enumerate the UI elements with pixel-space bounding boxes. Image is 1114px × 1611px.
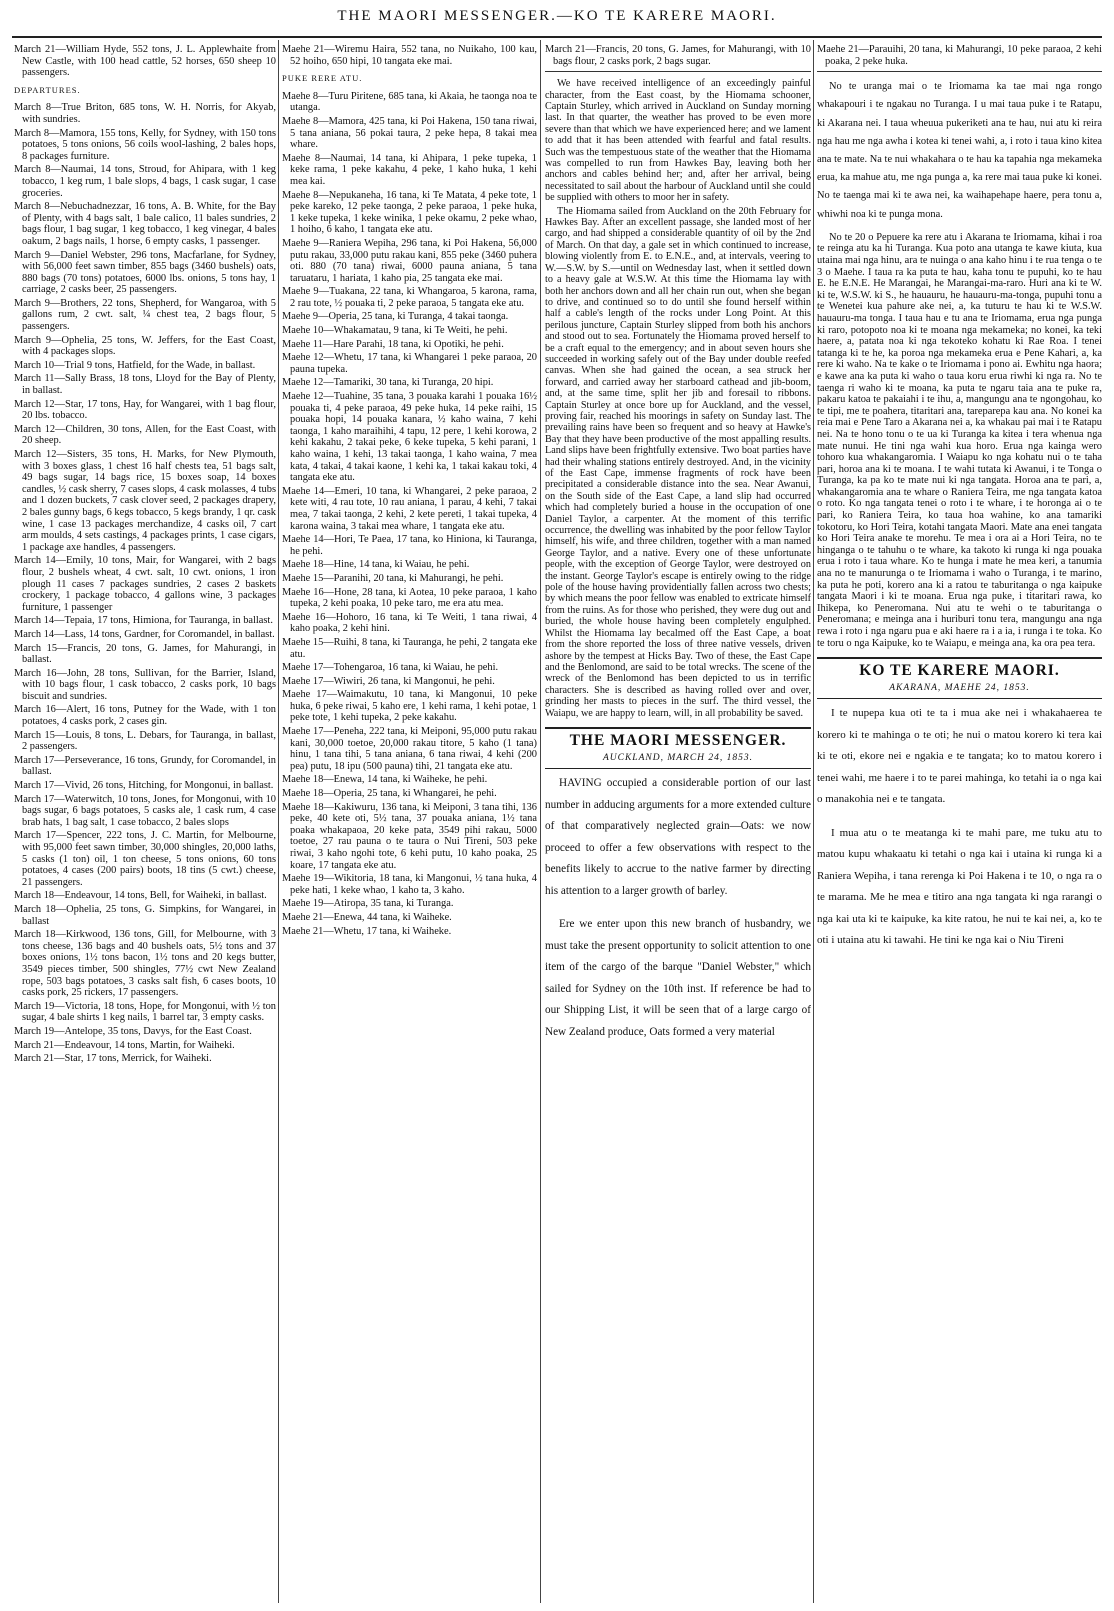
shipping-entry: March 18—Ophelia, 25 tons, G. Simpkins, for Wangarei, in ballast [14, 903, 276, 927]
shipping-entry: Maehe 8—Nepukaneha, 16 tana, ki Te Matata, 4 peke tote, 1 peke kareko, 12 peke taonga, 2 peke paraoa, 1 peke huka, 1 keke tupeka, 1 keke winika, 1 peke okamu, 2 peke whao, 1 hoiho, 6 kaho, 1 tangata eke atu. [282, 189, 537, 236]
column-english-shipping [14, 44, 276, 1603]
shipping-entry: March 8—True Briton, 685 tons, W. H. Norris, for Akyab, with sundries. [14, 102, 276, 125]
shipping-entry: Maehe 17—Waimakutu, 10 tana, ki Mangonui, 10 peke huka, 6 peke riwai, 5 kaho ere, 1 kehi rama, 1 kehi potae, 1 peke tote, 1 kehi tupeka, 2 peke kakahu. [282, 689, 537, 724]
editorial-title: KO TE KARERE MAORI. [859, 662, 1060, 680]
column-divider [278, 40, 279, 1603]
shipping-entry: March 19—Victoria, 18 tons, Hope, for Mongonui, with ½ ton sugar, 4 bale shirts 1 keg nails, 1 barrel tar, 3 empty casks. [14, 1000, 276, 1024]
shipping-entry: Maehe 12—Whetu, 17 tana, ki Whangarei 1 peke paraoa, 20 pauna tupeka. [282, 352, 537, 375]
editorial-date: AKARANA, MAEHE 24, 1853. [889, 682, 1030, 693]
shipping-entry: Maehe 11—Hare Parahi, 18 tana, ki Opotiki, he pehi. [282, 338, 504, 350]
shipping-entry: March 12—Children, 30 tons, Allen, for the East Coast, with 20 sheep. [14, 423, 276, 447]
shipping-entry: Maehe 17—Peneha, 222 tana, ki Meiponi, 95,000 putu rakau kani, 30,000 toetoe, 20,000 rakau titore, 5 kaho (1 tana) hinu, 1 tana tihi, 5 tana aniana, 6 tana riwai, 4 kehi (200 pea) putu, 18 ipu (500 pauna) tihi, 21 tangata eke atu. [282, 726, 537, 772]
shipping-entry: March 17—Perseverance, 16 tons, Grundy, for Coromandel, in ballast. [14, 754, 276, 778]
news-paragraph: No te 20 o Pepuere ka rere atu i Akarana te Iriomama, kihai i roa te reinga atu ka hi Turanga. Kua poto ana utanga te kawe kiuta, kua utaina mai nga hinu, ara te nuinga o ana kaho hinu i te rua tenga o te 3 o Maehe. I taua ra ka puta te hau, kaha tonu te pupuhi, ko te hau E. he E.N.E. He Marangai, he Marangai-ma-raro. Huri ana ki te W. ki te, W.S.W. ki S., he hauauru, he hauauru-ma-tonga, pupuhi tonu a te Wenetei kua pahure ake nei, a, ka tuturu te hau ki te W.S.W. hauauru-ma tonga. I taua hau e tu ana te Iriomama, erua nga punga ki raro, potopoto noa ki te moana nga mekameka; no konei, ka teki haere, a, patata noa ki nga tekoteko kohatu ki Rae Roa. I tenei tatanga ki te he, ka poroa nga mekameka erua e Pene Kahari, a, ka rere ki waho. Na te kake o te Iriomama i pono ai. Ewhitu nga haora; e kawe ana ka puta ki waho o taua koru erua riwhi ki nga ra. No te taenga ri waho ki te moana, ka puta te ngaru taia ana te puke ra, pakaru katoa te pakaiahi i te ihu, a, mangungu ana te ngongohau, ko te tipi, me te poahera, titaritari ana, tareparepa kau ana. No konei ka reia mai e Pene Taro a Akarana nei a, ka whakau pai mai i te Ratapu nei. Na te hono tonu o te ua ki Turanga ka kitea i tera whenua nga mate nunui. He tini nga wahi kua horo. Erua nga kainga wero tohoro kua whakangaromia. I Waiapu ko nga kohatu nui o te taha pari, horoa ana ki te moana. I te wahi tutata ki Awanui, i te Tonga o Turanga, ka pa ko te mate nui ki nga tangata. Horoa ana te pari, a, whakangaromia ana te whare o Raniera Teira, me nga tangata katoa o roto. Ko nga tangata tenei o roto i te whare, i te horonga ai o te pari, ko Raniera Teira, ko taua hoa wahine, ko ana tamariki tokotoru, ko Hori Teira, kotahi tangata Maori. Mate ana enei tangata ko Hori Teira anake te morehu. Te mea i ora ai a Hori Teira, no te hinganga o te tahuhu o te whare, ka takoto ki runga ki nga pouaka erua i roto i taua whare. Ko te hunga i mate he mea keri, a tanumia ana no te manurunga o te Iriomama i waho o Turanga, i te marino, ka puta he poti, korero ana ki a ratou te taburitanga o nga kaipuke tangata Maori i ki te moana. Erua nga puke, i titaritari rawa, ko Ihikepa, ko Peneromana. Nui atu te wehi o te taburitanga o Peneromana; e meinga ana i huriburi tonu tera, mangungu ana nga rewa i roto i nga ngaru pua e aki haere ra i a ia, i runga i te toka. Ko te toru o nga Kaipuke, ko te Waiapu, e meinga ana, ka ora pea tera. [817, 231, 1102, 649]
shipping-entry: Maehe 12—Tuahine, 35 tana, 3 pouaka karahi 1 pouaka 16½ pouaka ti, 4 peke paraoa, 49 peke huka, 14 peke raihi, 15 pouaka hopi, 14 pouaka kanara, ½ kaho waina, 7 kehi taonga, 1 kaho maraihihi, 4 tapu, 12 pere, 1 kehi korowa, 2 kehi kakahu, 2 takai peke, 6 keke tupeka, 5 kehi parani, 1 kaho waina, 1 kehi, 13 takai taonga, 1 kaho waina, 7 mea kata, 4 takai, 4 takai kaone, 1 kehi ka, 1 takai kakau toki, 4 tangata eke atu. [282, 391, 537, 484]
shipping-entry: Maehe 18—Hine, 14 tana, ki Waiau, he pehi. [282, 559, 470, 571]
editorial-date: AUCKLAND, MARCH 24, 1853. [602, 752, 754, 763]
editorial-body [817, 703, 1102, 952]
column-divider [813, 40, 814, 1603]
shipping-entry: Maehe 16—Hone, 28 tana, ki Aotea, 10 peke paraoa, 1 kaho tupeka, 2 kehi poaka, 10 peke taro, me era atu mea. [282, 586, 537, 610]
masthead: THE MAORI MESSENGER.—KO TE KARERE MAORI. [337, 8, 777, 24]
shipping-entry: March 17—Waterwitch, 10 tons, Jones, for Mongonui, with 10 bags sugar, 6 bags potatoes, 5 casks ale, 1 cask rum, 4 case brab hats, 1 bag salt, 1 case tobacco, 2 bales slops [14, 793, 276, 828]
shipping-entry: Maehe 18—Kakiwuru, 136 tana, ki Meiponi, 3 tana tihi, 136 peke, 40 kete oti, 5½ tana, 37 pouaka aniana, 1½ tana poaka whakapaoa, 20 keke pata, 3549 pihi rakau, 5000 toetoe, 27 rau pauna o te taura o Nui Tireni, 503 peke riwai, 3 kaho ngohi tote, 6 kehi putu, 10 kaho poaka, 25 koare, 17 tangata eke atu. [282, 801, 537, 871]
column-maori-shipping [282, 44, 537, 1603]
shipping-entry: March 8—Naumai, 14 tons, Stroud, for Ahipara, with 1 keg tobacco, 1 keg rum, 1 bale slops, 4 bags, 1 cask sugar, 1 case groceries. [14, 164, 276, 199]
news-paragraph: No te uranga mai o te Iriomama ka tae mai nga rongo whakapouri i te ngakau no Turanga. I u mai taua puke i te Ratapu, ki Akarana nei. I taua wheuua pukeriketi ana te hau, nui atu ki reira nga hau me nga awha i kotea ki tenei wahi, a, i roto i taua kino kitea ana te mate. Na te nui whakahara o te hau ka tapahia nga mekameka erua, ka mahue atu, me nga punga a, ka rere mai taua puke ki konei. No te taenga mai ki te awa nei, ka waihapehape haere, pera tonu a, whiwhi noa ki te punga mona. [817, 81, 1102, 220]
editorial-paragraph: Ere we enter upon this new branch of husbandry, we must take the present opportunity to solicit attention to one item of the cargo of the barque "Daniel Webster," which sailed for Sydney on the 10th inst. If reference be had to our Shipping List, it will be seen that of a large cargo of New Zealand produce, Oats formed a very material [545, 918, 811, 1038]
shipping-entry: Maehe 19—Atiropa, 35 tana, ki Turanga. [282, 898, 454, 910]
shipping-entry: March 21—Star, 17 tons, Merrick, for Waiheki. [14, 1053, 212, 1065]
editorial-paragraph: HAVING occupied a considerable portion of our last number in adducing arguments for a more extended culture of that comparatively neglected grain—Oats: we now proceed to offer a few observations with respect to the benefits likely to accrue to the native farmer by directing his attention to a larger growth of barley. [545, 777, 811, 897]
shipping-entry: March 17—Vivid, 26 tons, Hitching, for Mongonui, in ballast. [14, 780, 274, 792]
news-paragraph: The Hiomama sailed from Auckland on the 20th February for Hawkes Bay. After an excellent passage, she landed most of her cargo, and had shipped a considerable quantity of oil by the 2nd of March. On that day, a gale set in which continued to increase, blowing violently from E. to E.N.E., and, at intervals, veering to W.—S.W. by S.—until on Wednesday last, when it settled down to a heavy gale at W.S.W. At this time the Hiomama lay with both her anchors down and all her chain run out, when she began to drive, and continued so to do until she found herself within half a cable's length of the rocks under Long Point. At this perilous juncture, Captain Sturley slipped from both his anchors and stood out to sea. Fortunately the Hiomama proved herself to be a craft equal to the emergency; and in about seven hours she succeeded in working safely out of the Bay under double reefed canvas. When she had gained the ocean, a sea struck her forward, and carried away her starboard cathead and jib-boom, and, at the same time, split her jib and foresail to ribbons. Captain Sturley at once bore up for Auckland, and the vessel, proving fair, reached his moorings in safety on Sunday last. The prevailing rains have been so frequent and so heavy at Hawke's Bay that they have been productive of the most appalling results. Land slips have been frightfully extensive. Two boat parties have had their whaling stations entirely destroyed. And, in the vicinity of the East Cape, immense fragments of rock have been precipitated a considerable distance into the sea. Near Awanui, on the South side of the East Cape, a land slip had occurred which had completely buried a house in the occupation of one Daniel Taylor, a carpenter. At the moment of this terrific occurrence, the dwelling was inhabited by the poor fellow Taylor himself, his wife, and three children, together with a man named George Taylor, and a native. Every one of these unfortunate people, with the exception of George Taylor, were destroyed on the instant. George Taylor's escape is entirely owing to the ridge pole of the house having providentially fallen across two chests; by which means the poor fellow was enabled to extricate himself from the ruins. As for those who perished, they were dug out and buried, the whole house having been completely engulphed. Whilst the Hiomama lay becalmed off the East Cape, a boat from the shore reported the loss of three native vessels, driven ashore by the tempest at Hicks Bay. Two of these, the East Cape and the Benlomond, are said to be total wrecks. The scene of the wreck of the Benlomond has been depicted to us in terrific characters. She is described as having rolled over and over, grinding her masts to pieces in the surf. The third vessel, the Waiapu, we are happy to learn, will, in all probability be saved. [545, 205, 811, 719]
shipping-entry: Maehe 8—Naumai, 14 tana, ki Ahipara, 1 peke tupeka, 1 keke rama, 1 peke kakahu, 4 peke, 1 kaho huka, 1 kehi mea kai. [282, 152, 537, 187]
column-divider [540, 40, 541, 1603]
shipping-entry: Maehe 21—Whetu, 17 tana, ki Waiheke. [282, 925, 452, 937]
departures-list [282, 91, 537, 937]
shipping-entry: March 21—Francis, 20 tons, G. James, for Mahurangi, with 10 bags flour, 2 casks pork, 2 bags sugar. [545, 44, 811, 67]
shipping-entry: Maehe 9—Operia, 25 tana, ki Turanga, 4 takai taonga. [282, 311, 509, 323]
shipping-entry: March 18—Endeavour, 14 tons, Bell, for Waiheki, in ballast. [14, 890, 267, 902]
shipping-entry: March 17—Spencer, 222 tons, J. C. Martin, for Melbourne, with 95,000 feet sawn timber, 30,000 shingles, 20,000 laths, 5 casks (1 ton) oil, 1 ton cheese, 5 tons onions, 60 tons potatoes, 4 cases (200 pairs) boots, 18 tins (5 cwt.) cheese, 21 passengers. [14, 830, 276, 888]
shipping-entry: Maehe 14—Emeri, 10 tana, ki Whangarei, 2 peke paraoa, 2 kete witi, 4 rau tote, 10 rau aniana, 1 parau, 4 kehi, 7 takai mea, 7 takai taonga, 2 kehi, 2 kete pereti, 1 takai tupeka, 4 karona waina, 3 takai mea whare, 1 tangata eke atu. [282, 485, 537, 532]
shipping-entry: March 12—Sisters, 35 tons, H. Marks, for New Plymouth, with 3 boxes glass, 1 chest 16 half chests tea, 51 bags salt, 49 bags sugar, 14 bags rice, 15 boxes soap, 14 boxes candles, ½ cask sherry, 7 cases slops, 4 cask molasses, 4 tubs and 1 dozen buckets, 7 cask clover seed, 2 packages drapery, 2 bales gunny bags, 6 kegs tobacco, 5 kegs brandy, 1 qr. cask wine, 1 case 13 packages merchandize, 4 casks oil, 7 cart arm moulds, 4 sets castings, 4 packages prints, 1 case cigars, 1 package axe handles, 4 passengers. [14, 449, 276, 553]
shipping-entry: Maehe 15—Paranihi, 20 tana, ki Mahurangi, he pehi. [282, 572, 504, 584]
shipping-entry: Maehe 18—Operia, 25 tana, ki Whangarei, he pehi. [282, 788, 497, 800]
column-maori-news [817, 44, 1102, 1603]
shipping-entry: March 14—Emily, 10 tons, Mair, for Wangarei, with 2 bags flour, 2 bushels wheat, 4 cwt. salt, 10 cwt. onions, 1 iron plough 11 cases 7 packages sundries, 2 cases 2 baskets crockery, 1 package tobacco, 4 gallons wine, 3 packages furniture, 1 passenger [14, 555, 276, 613]
shipping-entry: March 15—Francis, 20 tons, G. James, for Mahurangi, in ballast. [14, 642, 276, 666]
shipping-entry: Maehe 18—Enewa, 14 tana, ki Waiheke, he pehi. [282, 774, 488, 786]
departures-list [14, 102, 276, 1064]
shipping-entry: March 16—Alert, 16 tons, Putney for the Wade, with 1 ton potatoes, 4 casks pork, 2 cases gin. [14, 704, 276, 728]
shipping-entry: March 11—Sally Brass, 18 tons, Lloyd for the Bay of Plenty, in ballast. [14, 373, 276, 397]
shipping-entry: March 18—Kirkwood, 136 tons, Gill, for Melbourne, with 3 tons cheese, 136 bags and 40 bushels oats, 5½ tons and 37 boxes onions, 1½ tons bacon, 1½ tons and 20 kegs butter, 3549 pieces timber, 500 shingles, 77½ cwt New Zealand rope, 503 bags potatoes, 3 casks salt fish, 6 cases boots, 10 casks pork, 25 rickers, 17 passengers. [14, 929, 276, 999]
shipping-entry: March 10—Trial 9 tons, Hatfield, for the Wade, in ballast. [14, 359, 256, 371]
editorial-title: THE MAORI MESSENGER. [569, 731, 787, 749]
shipping-entry: March 14—Lass, 14 tons, Gardner, for Coromandel, in ballast. [14, 628, 275, 640]
editorial-header [545, 727, 811, 769]
shipping-entry: March 21—Endeavour, 14 tons, Martin, for Waiheki. [14, 1039, 235, 1051]
shipping-entry: March 8—Nebuchadnezzar, 16 tons, A. B. White, for the Bay of Plenty, with 4 bags salt, 1 bale calico, 11 bales sundries, 2 bags flour, 1 bag sugar, 1 keg tobacco, 1 keg vinegar, 4 bales oakum, 2 bags nails, 1 horse, 6 empty casks, 1 passenger. [14, 201, 276, 247]
shipping-entry: March 16—John, 28 tons, Sullivan, for the Barrier, Island, with 10 bags flour, 1 cask tobacco, 2 casks pork, 10 bags biscuit and sundries. [14, 667, 276, 702]
shipping-entry: Maehe 17—Tohengaroa, 16 tana, ki Waiau, he pehi. [282, 662, 499, 674]
shipping-entry: March 14—Tepaia, 17 tons, Himiona, for Tauranga, in ballast. [14, 615, 273, 627]
shipping-entry: Maehe 10—Whakamatau, 9 tana, ki Te Weiti, he pehi. [282, 325, 508, 337]
column-english-news [545, 44, 811, 1603]
editorial-paragraph: I te nupepa kua oti te ta i mua ake nei i whakahaerea te korero ki te mahinga o te oti; he nui o matou korero ki tera kai ki te oti, ekore nei e ngakia e te tangata; ko to matou korero i tenei wahi, me haere i to te parei mahinga, ko tetahi ia o nga kai o manakohia nei e te tangata. [817, 707, 1102, 806]
shipping-entry: Maehe 12—Tamariki, 30 tana, ki Turanga, 20 hipi. [282, 377, 494, 389]
shipping-entry: Maehe 19—Wikitoria, 18 tana, ki Mangonui, ½ tana huka, 4 peke hati, 1 keke whao, 1 kaho ta, 3 kaho. [282, 873, 537, 896]
shipping-entry: Maehe 21—Enewa, 44 tana, ki Waiheke. [282, 911, 452, 923]
shipping-entry: March 15—Louis, 8 tons, L. Debars, for Tauranga, in ballast, 2 passengers. [14, 729, 276, 753]
shipping-entry: March 9—Daniel Webster, 296 tons, Macfarlane, for Sydney, with 56,000 feet sawn timber, 855 bags (3460 bushels) oats, 880 bags (70 tons) potatoes, 6000 lbs. onions, 5 tons hay, 1 carriage, 2 casks beer, 25 passengers. [14, 249, 276, 296]
shipping-entry: March 21—William Hyde, 552 tons, J. L. Applewhaite from New Castle, with 100 head cattle, 52 horses, 650 sheep 10 passengers. [14, 44, 276, 79]
shipping-entry: Maehe 8—Turu Piritene, 685 tana, ki Akaia, he taonga noa te utanga. [282, 90, 537, 114]
divider [545, 71, 811, 72]
shipping-entry: March 9—Brothers, 22 tons, Shepherd, for Wangaroa, with 5 gallons rum, 2 cwt. salt, ¼ chest tea, 2 bags flour, 5 passengers. [14, 297, 276, 333]
shipping-entry: March 19—Antelope, 35 tons, Davys, for the East Coast. [14, 1025, 252, 1037]
shipping-entry: March 9—Ophelia, 25 tons, W. Jeffers, for the East Coast, with 4 packages slops. [14, 334, 276, 358]
departures-heading: DEPARTURES. [14, 84, 81, 95]
masthead-rule [12, 36, 1102, 38]
divider [817, 71, 1102, 72]
shipping-entry: Maehe 15—Ruihi, 8 tana, ki Tauranga, he pehi, 2 tangata eke atu. [282, 636, 537, 660]
shipping-entry: Maehe 21—Parauihi, 20 tana, ki Mahurangi, 10 peke paraoa, 2 kehi poaka, 2 peke huka. [817, 44, 1102, 67]
news-paragraph: We have received intelligence of an exceedingly painful character, from the East coast, by the Hiomama schooner, Captain Sturley, which arrived in Auckland on Sunday morning last. In that quarter, the weather has proved to be even more severe than that which we have experienced here; and we lament to add that it has been attended with fearful and fatal results. Such was the tempestuous state of the weather that the Hiomama was compelled to run from Hawkes Bay, leaving both her anchors and cables behind her; and, after her arrival, being necessitated to sail about the harbour of Auckland until she could be supplied with others to moor her in safety. [545, 78, 811, 204]
editorial-header [817, 657, 1102, 699]
departures-heading: PUKE RERE ATU. [282, 73, 363, 84]
shipping-entry: Maehe 8—Mamora, 425 tana, ki Poi Hakena, 150 tana riwai, 5 tana aniana, 56 pokai taura, 2 peke hepa, 8 takai mea whare. [282, 115, 537, 151]
shipping-entry: Maehe 16—Hohoro, 16 tana, ki Te Weiti, 1 tana riwai, 4 kaho poaka, 2 kehi hini. [282, 611, 537, 635]
shipping-entry: March 8—Mamora, 155 tons, Kelly, for Sydney, with 150 tons potatoes, 5 tons onions, 56 coils wool-lashing, 2 bales hops, 8 packages furniture. [14, 127, 276, 162]
shipping-entry: Maehe 9—Tuakana, 22 tana, ki Whangaroa, 5 karona, rama, 2 rau tote, ½ pouaka ti, 2 peke paraoa, 5 tangata eke atu. [282, 286, 537, 309]
shipping-entry: Maehe 17—Wiwiri, 26 tana, ki Mangonui, he pehi. [282, 675, 495, 687]
editorial-body [545, 773, 811, 1043]
editorial-paragraph: I mua atu o te meatanga ki te mahi pare, me tuku atu to matou kupu whakaatu ki tetahi o nga kai i utaina ki runga ki a Raniera Wepiha, i tana rerenga ki Poi Hakena i te 10, o nga ra o te marama. Me he mea e titiro ana nga tangata ki nga rarangi o nga kai uta ki te kaipuke, ka kite ratou, he nui te kai nei, a, ko te oti i utaina atu ki tawahi. He tini ke nga kai o Niu Tireni [817, 826, 1102, 947]
shipping-entry: Maehe 14—Hori, Te Paea, 17 tana, ko Hiniona, ki Tauranga, he pehi. [282, 534, 537, 557]
shipping-entry: Maehe 21—Wiremu Haira, 552 tana, no Nuikaho, 100 kau, 52 hoiho, 650 hipi, 10 tangata eke mai. [282, 44, 537, 67]
shipping-entry: Maehe 9—Raniera Wepiha, 296 tana, ki Poi Hakena, 56,000 putu rakau, 33,000 putu rakau kani, 855 peke (3460 puhera oti. 880 (70 tana) riwai, 6000 pauna aniana, 5 tana taruataru, 1 hariata, 1 kaho pia, 25 tangata eke mai. [282, 237, 537, 284]
shipping-entry: March 12—Star, 17 tons, Hay, for Wangarei, with 1 bag flour, 20 lbs. tobacco. [14, 398, 276, 422]
